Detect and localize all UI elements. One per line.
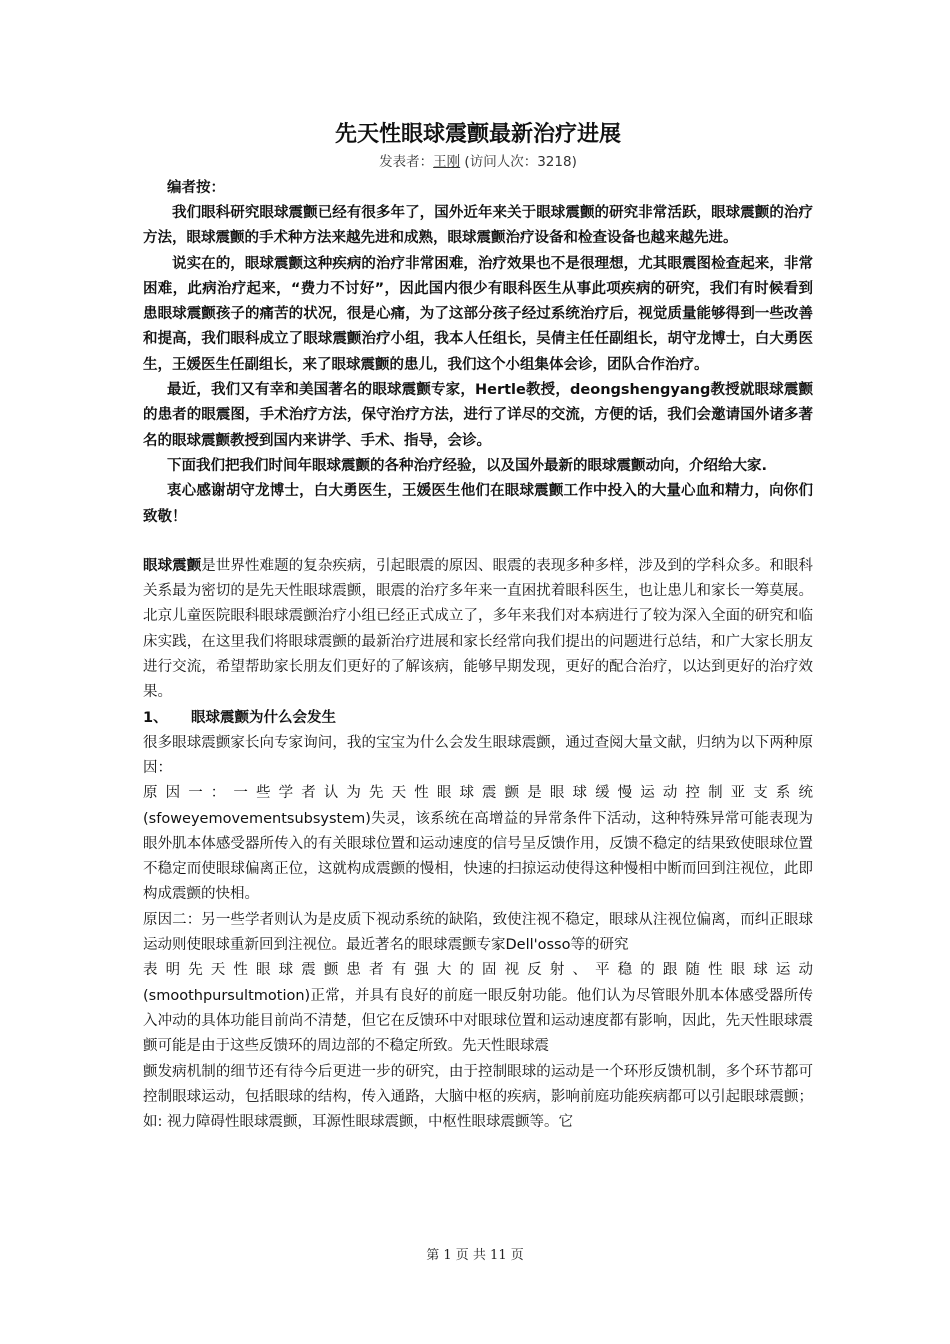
body-paragraph-last: 颤发病机制的细节还有待今后更进一步的研究，由于控制眼球的运动是一个环形反馈机制，多个环节都可控制眼球运动，包括眼球的结构，传入通路，大脑中枢的疾病，影响前庭功能疾病都可以引起眼球震颤；如: 视力障碍性眼球震颤，耳源性眼球震颤，中枢性眼球震颤等。它 xyxy=(143,1063,813,1131)
editor-note-paragraph: 衷心感谢胡守龙博士，白大勇医生，王媛医生他们在眼球震颤工作中投入的大量心血和精力，向你们致敬！ xyxy=(143,483,813,525)
editor-note xyxy=(143,201,813,530)
author-link[interactable]: 王刚 xyxy=(433,154,461,170)
intro-keyword: 眼球震颤 xyxy=(143,557,202,574)
section-heading xyxy=(143,706,813,731)
visits-label: (访问人次： xyxy=(460,154,538,170)
reason2-line: 表明先天性眼球震颤患者有强大的固视反射、平稳的跟随性眼球运动 xyxy=(143,962,813,979)
editor-note-paragraph: 说实在的，眼球震颤这种疾病的治疗非常困难，治疗效果也不是很理想，尤其眼震图检查起来，非常困难，此病治疗起来，“费力不讨好”，因此国内很少有眼科医生从事此项疾病的研究，我们有时候看到患眼球震颤孩子的痛苦的状况，很是心痛，为了这部分孩子经过系统治疗后，视觉质量能够得到一些改善和提高，我们眼科成立了眼球震颤治疗小组，我本人任组长，吴倩主任任副组长，胡守龙博士，白大勇医生，王媛医生任副组长，来了眼球震颤的患儿，我们这个小组集体会诊，团队合作治疗。 xyxy=(143,255,813,373)
editor-note-label: 编者按： xyxy=(167,180,225,196)
reason2-paragraph: 原因二：另一些学者则认为是皮质下视动系统的缺陷，致使注视不稳定，眼球从注视位偏离，而纠正眼球运动则使眼球重新回到注视位。最近著名的眼球震颤专家Dell'osso等的研究 xyxy=(143,911,813,954)
reason2-continued: (smoothpursultmotion)正常，并具有良好的前庭一眼反射功能。他们认为尽管眼外肌本体感受器所传入冲动的具体功能目前尚不清楚，但它在反馈环中对眼球位置和运动速度都有影响，因此，先天性眼球震颤可能是由于这些反馈环的周边部的不稳定所致。先天性眼球震 xyxy=(143,987,813,1055)
reason1-paragraph: (sfoweyemovementsubsystem)失灵，该系统在高增益的异常条件下活动，这种特殊异常可能表现为眼外肌本体感受器所传入的有关眼球位置和运动速度的信号呈反馈作用，反馈不稳定的结果致使眼球位置不稳定而使眼球偏离正位，这就构成震颤的慢相，快速的扫掠运动使得这种慢相中断而回到注视位，此即构成震颤的快相。 xyxy=(143,810,813,903)
editor-note-paragraph: 我们眼科研究眼球震颤已经有很多年了，国外近年来关于眼球震颤的研究非常活跃，眼球震颤的治疗方法，眼球震颤的手术种方法来越先进和成熟，眼球震颤治疗设备和检查设备也越来越先进。 xyxy=(143,205,813,247)
reason1-line: 原因一：一些学者认为先天性眼球震颤是眼球缓慢运动控制亚支系统 xyxy=(143,785,813,802)
section-number: 1、 xyxy=(143,709,168,726)
publisher-label: 发表者： xyxy=(379,154,434,170)
intro-paragraph xyxy=(143,554,813,706)
section-title: 眼球震颤为什么会发生 xyxy=(191,709,336,726)
body-paragraph: 很多眼球震颤家长向专家询问，我的宝宝为什么会发生眼球震颤，通过查阅大量文献，归纳为以下两种原因： xyxy=(143,734,813,776)
document-page xyxy=(143,118,813,1135)
editor-note-paragraph: 下面我们把我们时间年眼球震颤的各种治疗经验，以及国外最新的眼球震颤动向，介绍给大家. xyxy=(167,457,768,474)
page-title: 先天性眼球震颤最新治疗进展 xyxy=(334,122,621,147)
intro-text: 是世界性难题的复杂疾病，引起眼震的原因、眼震的表现多种多样，涉及到的学科众多。和眼科关系最为密切的是先天性眼球震颤，眼震的治疗多年来一直困扰着眼科医生，也让患儿和家长一筹莫展。北京儿童医院眼科眼球震颤治疗小组已经正式成立了，多年来我们对本病进行了较为深入全面的研究和临床实践，在这里我们将眼球震颤的最新治疗进展和家长经常向我们提出的问题进行总结，和广大家长朋友进行交流，希望帮助家长朋友们更好的了解该病，能够早期发现，更好的配合治疗，以达到更好的治疗效果。 xyxy=(143,557,814,701)
visit-count: 3218 xyxy=(537,154,572,170)
page-footer: 第 1 页 共 11 页 xyxy=(426,1248,524,1263)
editor-note-paragraph: 最近，我们又有幸和美国著名的眼球震颤专家，Hertle教授，deongshengyang教授就眼球震颤的患者的眼震图，手术治疗方法，保守治疗方法，进行了详尽的交流，方便的话，我们会邀请国外诸多著名的眼球震颤教授到国内来讲学、手术、指导，会诊。 xyxy=(143,382,813,449)
spacer xyxy=(143,530,813,554)
visits-close: ) xyxy=(571,154,577,170)
article-meta xyxy=(143,152,813,172)
